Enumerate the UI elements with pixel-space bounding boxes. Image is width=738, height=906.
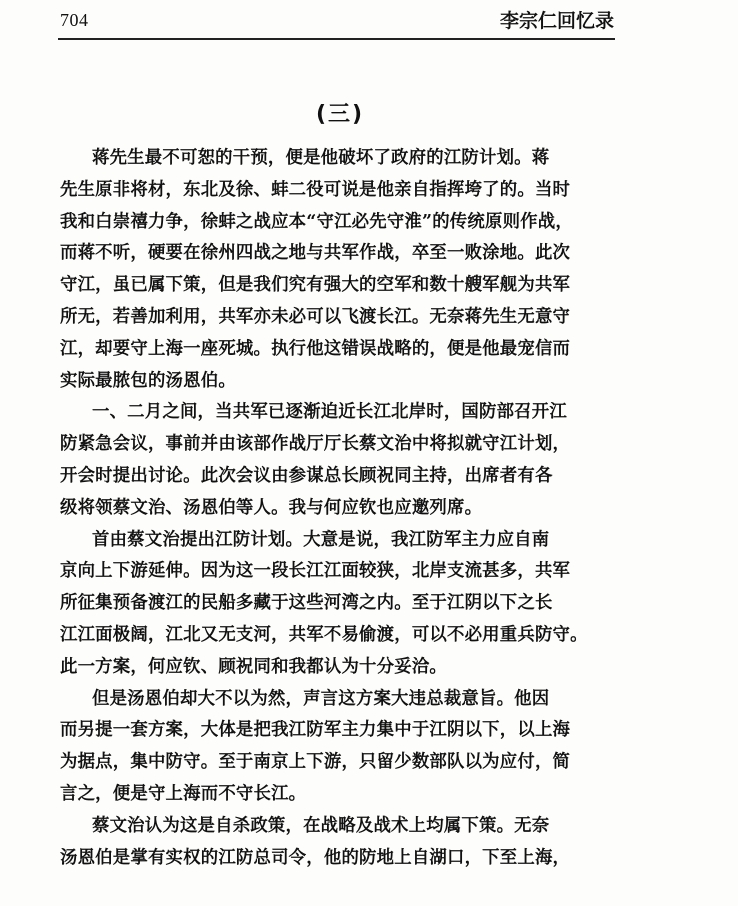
- text-line: 言之，便是守上海而不守长江。: [60, 783, 307, 804]
- text-line: 开会时提出讨论。此次会议由参谋总长顾祝同主持，出席者有各: [60, 465, 553, 486]
- text-line: 蔡文治认为这是自杀政策，在战略及战术上均属下策。无奈: [92, 815, 550, 836]
- header-rule: [58, 38, 615, 40]
- text-line: 江，却要守上海一座死城。执行他这错误战略的，便是他最宠信而: [60, 338, 571, 359]
- text-line: 守江，虽已属下策，但是我们究有强大的空军和数十艘军舰为共军: [60, 275, 571, 296]
- text-line: 汤恩伯是掌有实权的江防总司令，他的防地上自湖口，下至上海，: [60, 847, 571, 868]
- page-header: [58, 4, 618, 36]
- section-heading: (三): [315, 102, 365, 127]
- text-line: 而蒋不听，硬要在徐州四战之地与共军作战，卒至一败涂地。此次: [60, 243, 571, 264]
- text-line: 为据点，集中防守。至于南京上下游，只留少数部队以为应付，简: [60, 752, 571, 773]
- text-line: 级将领蔡文治、汤恩伯等人。我与何应钦也应邀列席。: [60, 497, 483, 518]
- text-line: 蒋先生最不可恕的干预，便是他破坏了政府的江防计划。蒋: [92, 148, 550, 168]
- text-line: 京向上下游延伸。因为这一段长江江面较狭，北岸支流甚多，共军: [60, 561, 571, 582]
- text-line: 一、二月之间，当共军已逐渐迫近长江北岸时，国防部召开江: [92, 402, 567, 423]
- text-line: 但是汤恩伯却大不以为然，声言这方案大违总裁意旨。他因: [92, 688, 550, 709]
- text-line: 先生原非将材，东北及徐、蚌二役可说是他亲自指挥垮了的。当时: [60, 179, 571, 200]
- text-line: 所征集预备渡江的民船多藏于这些河湾之内。至于江阴以下之长: [60, 593, 553, 614]
- text-line: 此一方案，何应钦、顾祝同和我都认为十分妥洽。: [60, 656, 447, 677]
- running-title: 李宗仁回忆录: [499, 10, 614, 32]
- page-number: 704: [60, 10, 89, 30]
- text-line: 江江面极阔，江北又无支河，共军不易偷渡，可以不必用重兵防守。: [60, 624, 588, 645]
- text-line: 首由蔡文治提出江防计划。大意是说，我江防军主力应自南: [92, 529, 550, 550]
- body-text: [60, 143, 625, 874]
- text-line: 而另提一套方案，大体是把我江防军主力集中于江阴以下，以上海: [60, 720, 571, 741]
- text-line: 实际最脓包的汤恩伯。: [60, 370, 236, 391]
- text-line: 所无，若善加利用，共军亦未必可以飞渡长江。无奈蒋先生无意守: [60, 306, 571, 327]
- text-line: 我和白崇禧力争，徐蚌之战应本“守江必先守淮”的传统原则作战，: [60, 211, 573, 232]
- text-line: 防紧急会议，事前并由该部作战厅厅长蔡文治中将拟就守江计划，: [60, 434, 571, 455]
